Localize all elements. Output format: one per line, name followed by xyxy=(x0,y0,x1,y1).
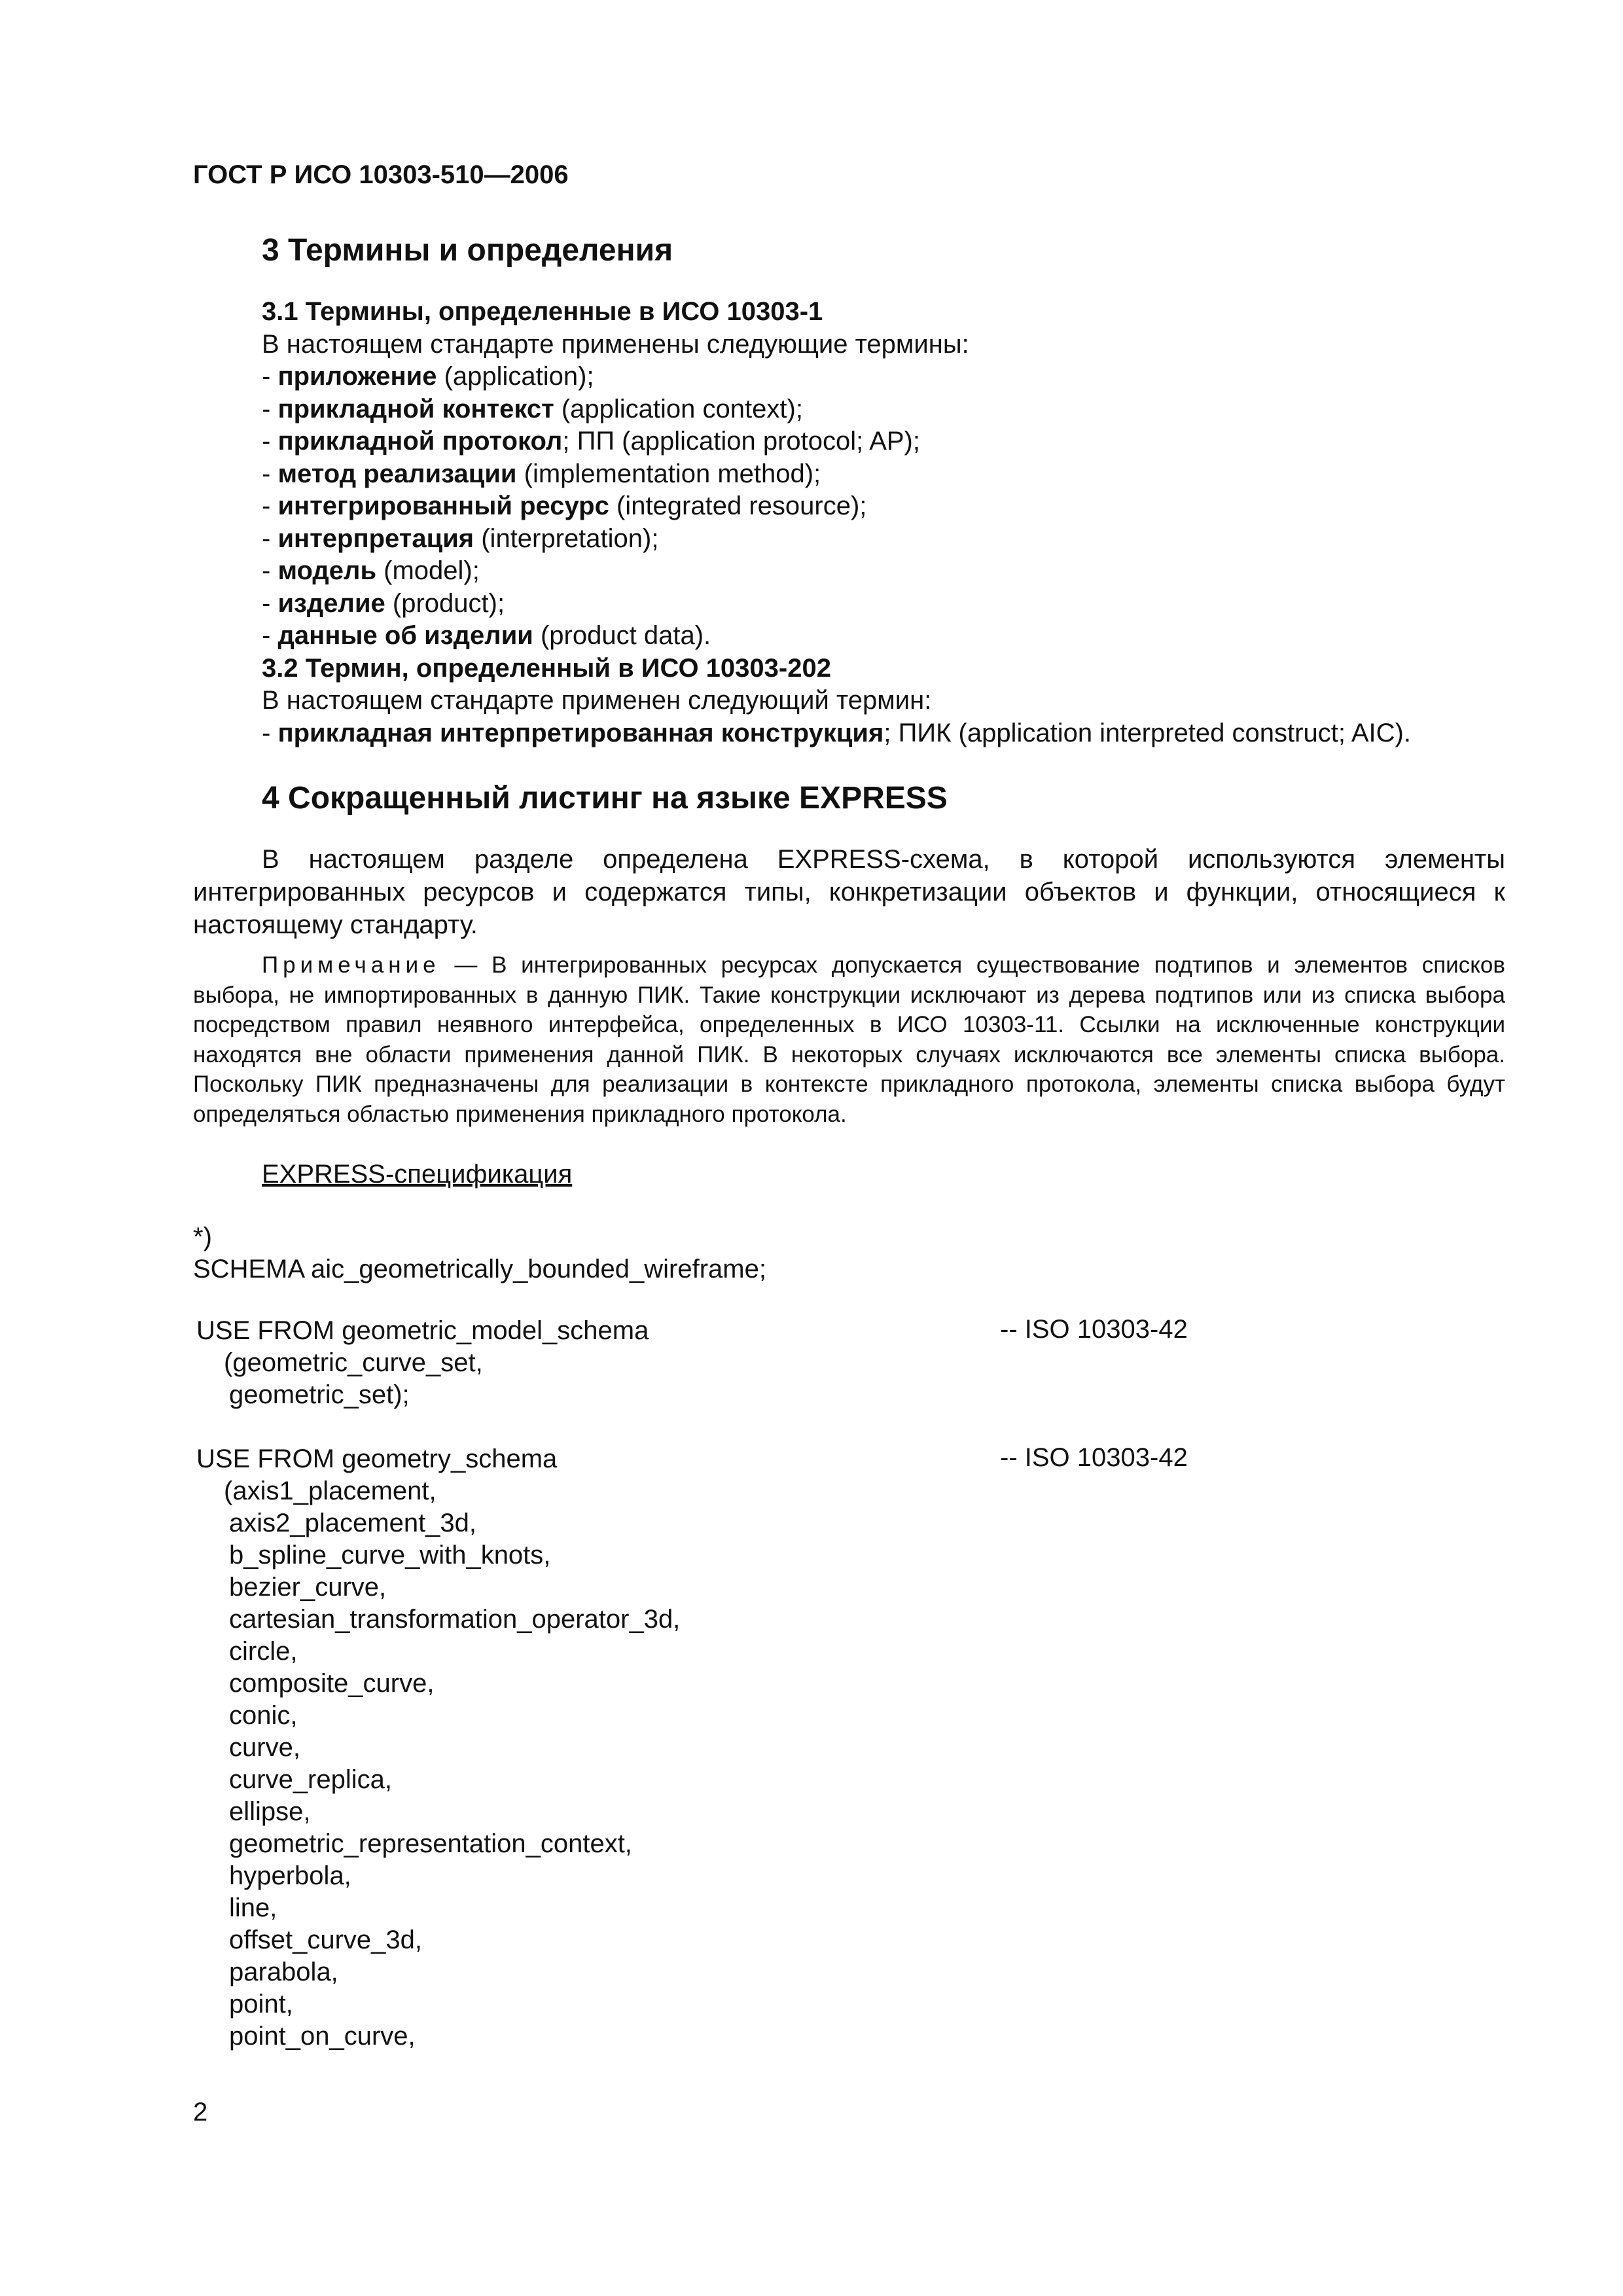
term-name: интерпретация xyxy=(277,524,474,553)
term-translation: (product); xyxy=(385,588,505,618)
code-item: point_on_curve, xyxy=(229,2022,416,2051)
express-specification-label: EXPRESS-спецификация xyxy=(262,1160,573,1189)
code-use-from: USE FROM geometry_schema xyxy=(196,1444,558,1473)
term-item xyxy=(262,588,1505,620)
code-item: geometric_representation_context, xyxy=(229,1829,632,1858)
term-item xyxy=(262,717,1505,750)
code-item: hyperbola, xyxy=(229,1861,351,1890)
section-4-paragraph: В настоящем разделе определена EXPRESS-схема, в которой используются элементы интегрированных ресурсов и содержатся типы, конкретизации объектов и функции, относящиеся к настоящему стандарту. xyxy=(193,845,1505,939)
code-item: conic, xyxy=(229,1701,298,1730)
code-use-from: USE FROM geometric_model_schema xyxy=(196,1316,649,1345)
note-paragraph xyxy=(193,950,1505,1129)
term-translation: (application); xyxy=(437,362,594,391)
page-number: 2 xyxy=(193,2098,208,2126)
code-item: line, xyxy=(229,1893,277,1922)
term-translation: ; ПИК (application interpreted construct; AIC). xyxy=(883,718,1411,747)
code-item: cartesian_transformation_operator_3d, xyxy=(229,1605,681,1634)
term-name: метод реализации xyxy=(277,459,517,488)
code-comment: -- ISO 10303-42 xyxy=(1000,1315,1188,1344)
term-name: изделие xyxy=(277,588,385,618)
term-name: прикладной контекст xyxy=(277,394,554,423)
code-item: ellipse, xyxy=(229,1797,311,1826)
term-dash: - xyxy=(262,362,278,391)
term-item xyxy=(262,393,1505,426)
term-dash: - xyxy=(262,459,278,488)
code-item: point, xyxy=(229,1990,293,2018)
term-dash: - xyxy=(262,524,278,553)
code-item: parabola, xyxy=(229,1958,338,1986)
section-4-title: 4 Сокращенный листинг на языке EXPRESS xyxy=(262,781,948,816)
term-dash: - xyxy=(262,556,278,585)
subsection-3-1-intro: В настоящем стандарте применены следующие термины: xyxy=(262,329,969,359)
term-name: интегрированный ресурс xyxy=(277,492,609,520)
section-3-title: 3 Термины и определения xyxy=(262,233,673,268)
term-item xyxy=(262,425,1505,458)
code-item: geometric_set); xyxy=(229,1380,410,1409)
note-label: Примечание xyxy=(262,952,440,978)
code-item: bezier_curve, xyxy=(229,1573,387,1602)
schema-header-code xyxy=(193,1221,766,1285)
code-item: (geometric_curve_set, xyxy=(224,1348,483,1377)
term-name: приложение xyxy=(277,362,437,391)
code-open-comment: *) xyxy=(193,1223,212,1251)
code-item: b_spline_curve_with_knots, xyxy=(229,1541,551,1570)
term-translation: (integrated resource); xyxy=(609,492,867,520)
term-translation: (product data). xyxy=(533,621,711,650)
term-translation: (application context); xyxy=(554,394,803,423)
subsection-3-1-heading: 3.1 Термины, определенные в ИСО 10303-1 xyxy=(262,297,823,326)
term-translation: ; ПП (application protocol; AP); xyxy=(562,427,920,456)
note-text: — В интегрированных ресурсах допускается существование подтипов и элементов списков выбора, не импортированных в данную ПИК. Такие конструкции исключают из дерева подтипов или из списка выбора посредством правил неявного интерфейса, определенных в ИСО 10303-11. Ссылки на исключенные конструкции находятся вне области применения данной ПИК. В некоторых случаях исключаются все элементы списка выбора. Поскольку ПИК предназначены для реализации в контексте прикладного протокола, элементы списка выбора будут определяться областью применения прикладного протокола. xyxy=(193,952,1505,1127)
term-dash: - xyxy=(262,588,278,618)
term-item xyxy=(262,523,1505,556)
term-translation: (interpretation); xyxy=(474,524,659,553)
term-name: прикладная интерпретированная конструкция xyxy=(277,718,884,747)
code-comment: -- ISO 10303-42 xyxy=(1000,1443,1188,1472)
code-item: circle, xyxy=(229,1637,298,1666)
term-name: прикладной протокол xyxy=(277,427,563,456)
code-item: composite_curve, xyxy=(229,1669,435,1698)
subsection-3-2-heading: 3.2 Термин, определенный в ИСО 10303-202 xyxy=(262,653,831,683)
use-from-block-1 xyxy=(196,1315,649,1411)
term-translation: (implementation method); xyxy=(516,459,821,488)
code-item: (axis1_placement, xyxy=(224,1477,437,1505)
use-from-block-2 xyxy=(196,1443,680,2053)
term-dash: - xyxy=(262,394,278,423)
section-3-body xyxy=(262,296,1505,749)
term-translation: (model); xyxy=(376,556,480,585)
term-item xyxy=(262,620,1505,653)
term-item xyxy=(262,490,1505,523)
term-dash: - xyxy=(262,492,278,520)
subsection-3-2-intro: В настоящем стандарте применен следующий термин: xyxy=(262,686,932,715)
term-dash: - xyxy=(262,621,278,650)
term-item xyxy=(262,555,1505,588)
term-item xyxy=(262,458,1505,491)
term-name: модель xyxy=(277,556,377,585)
code-item: offset_curve_3d, xyxy=(229,1926,423,1954)
term-name: данные об изделии xyxy=(277,621,533,650)
document-code-header: ГОСТ Р ИСО 10303-510—2006 xyxy=(193,160,569,189)
code-item: axis2_placement_3d, xyxy=(229,1509,477,1537)
code-schema-line: SCHEMA aic_geometrically_bounded_wireframe; xyxy=(193,1255,766,1283)
code-item: curve_replica, xyxy=(229,1765,393,1794)
term-dash: - xyxy=(262,718,278,747)
term-dash: - xyxy=(262,427,278,456)
term-item xyxy=(262,361,1505,393)
code-item: curve, xyxy=(229,1733,300,1762)
